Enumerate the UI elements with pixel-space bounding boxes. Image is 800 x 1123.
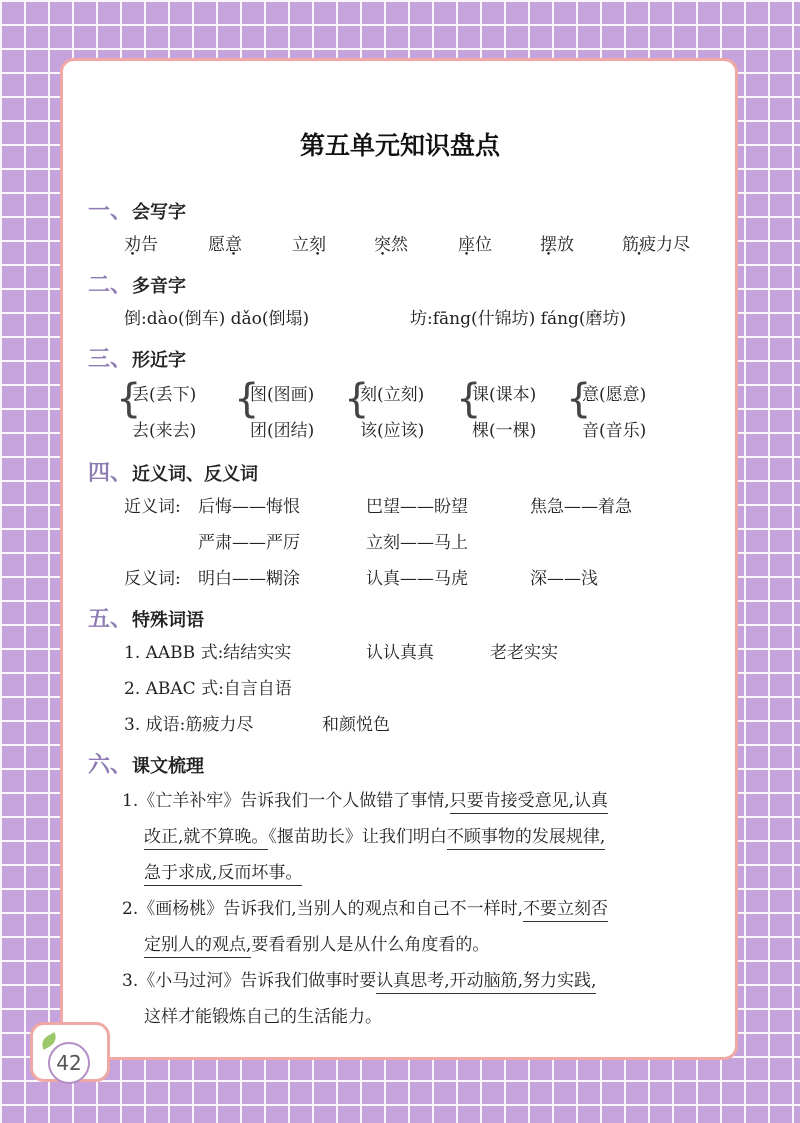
similar-char-top-4: 课(课本): [472, 385, 537, 405]
section-heading-2: 二、多音字: [88, 273, 187, 298]
section-heading-6: 六、课文梳理: [88, 753, 205, 778]
polyphone-line-1: 倒:dào(倒车) dǎo(倒塌): [124, 309, 310, 329]
section-heading-3: 三、形近字: [88, 347, 187, 372]
summary-1-row-2: 改正,就不算晚。《揠苗助长》让我们明白不顾事物的发展规律,: [144, 822, 605, 847]
section-heading-5: 五、特殊词语: [88, 607, 205, 632]
summary-2-row-1: 2.《画杨桃》告诉我们,当别人的观点和自己不一样时,不要立刻否: [122, 894, 608, 919]
special-words-line-3b: 和颜悦色: [322, 715, 390, 735]
synonym-label: 近义词:: [124, 497, 181, 517]
similar-char-bottom-1: 去(来去): [132, 421, 197, 441]
similar-char-bottom-3: 该(应该): [360, 421, 425, 441]
similar-char-bottom-2: 团(团结): [250, 421, 315, 441]
similar-char-bottom-5: 音(音乐): [582, 421, 647, 441]
summary-2-row-2: 定别人的观点,要看看别人是从什么角度看的。: [144, 930, 489, 955]
summary-1-row-3: 急于求成,反而坏事。: [144, 858, 302, 883]
brace: {: [566, 376, 592, 422]
polyphone-line-2: 坊:fāng(什锦坊) fáng(磨坊): [410, 309, 627, 329]
word-6: 摆放: [540, 235, 574, 255]
word-4: 突然: [374, 235, 408, 255]
similar-char-bottom-4: 棵(一棵): [472, 421, 537, 441]
summary-1-row-1: 1.《亡羊补牢》告诉我们一个人做错了事情,只要肯接受意见,认真: [122, 786, 608, 811]
word-5: 座位: [458, 235, 492, 255]
word-2: 愿意: [208, 235, 242, 255]
summary-3-row-2: 这样才能锻炼自己的生活能力。: [144, 1007, 382, 1027]
similar-char-top-3: 刻(立刻): [360, 385, 425, 405]
special-words-line-1b: 认认真真: [366, 643, 434, 663]
word-3: 立刻: [292, 235, 326, 255]
special-words-line-1c: 老老实实: [490, 643, 558, 663]
synonym-pair: 后悔——悔恨: [198, 497, 300, 517]
summary-3-row-1: 3.《小马过河》告诉我们做事时要认真思考,开动脑筋,努力实践,: [122, 966, 596, 991]
synonym-pair: 严肃——严厉: [198, 533, 300, 553]
section-heading-4: 四、近义词、反义词: [88, 461, 259, 486]
page-title: 第五单元知识盘点: [299, 131, 500, 160]
special-words-line-2: 2. ABAC 式:自言自语: [124, 679, 292, 699]
similar-char-top-2: 图(图画): [250, 385, 315, 405]
special-words-line-1: 1. AABB 式:结结实实: [124, 643, 292, 663]
antonym-label: 反义词:: [124, 569, 181, 589]
antonym-pair: 明白——糊涂: [198, 569, 300, 589]
synonym-pair: 焦急——着急: [530, 497, 632, 517]
brace: {: [456, 376, 482, 422]
synonym-pair: 巴望——盼望: [366, 497, 468, 517]
word-7: 筋疲力尽: [622, 235, 690, 255]
brace: {: [344, 376, 370, 422]
section-heading-1: 一、会写字: [88, 199, 187, 224]
synonym-pair: 立刻——马上: [366, 533, 468, 553]
brace: {: [234, 376, 260, 422]
antonym-pair: 深——浅: [530, 569, 598, 589]
special-words-line-3: 3. 成语:筋疲力尽: [124, 715, 254, 735]
similar-char-top-5: 意(愿意): [582, 385, 647, 405]
similar-char-top-1: 丢(丢下): [132, 385, 197, 405]
antonym-pair: 认真——马虎: [366, 569, 468, 589]
word-1: 劝告: [124, 235, 158, 255]
brace: {: [116, 376, 142, 422]
page-number: 42: [48, 1042, 90, 1084]
